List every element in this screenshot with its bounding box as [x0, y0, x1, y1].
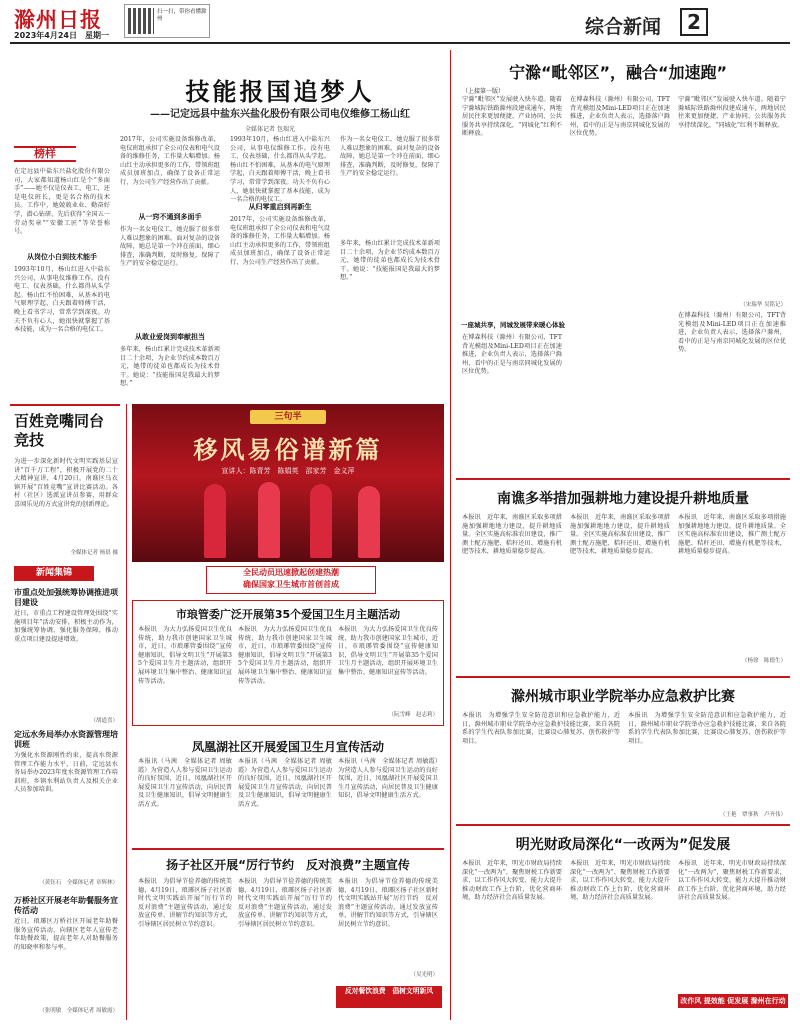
lead-col-3b: 2017年，公司实施设备维修改革，电仪班组承担了全公司仪表和电气设备的维修任务，工作量大幅增加。杨山红主动承担更多的工作，带领班组成员加班加点，确保了设备正常运行，为公司生产经营作出了贡献。 — [230, 216, 330, 266]
right-story2-col3: 本报讯 近年来，南谯区采取多项措施加强耕地地力建设，提升耕地质量。全区实施高标准农田建设，推广测土配方施肥、秸秆还田、增施有机肥等技术，耕地质量稳步提高。 — [678, 514, 786, 556]
photo-caption-big: 移风易俗谱新篇 — [193, 435, 383, 464]
performer-3 — [310, 484, 332, 558]
center-rule — [132, 848, 444, 850]
right-story1-kicker: （上接第一版） — [462, 88, 505, 95]
right-story1-byline: （宋瑞华 吴铭记） — [740, 302, 786, 308]
lead-subhead-3: 从敢业爱岗到奉献担当 — [135, 333, 205, 341]
lead-title: 技能报国追梦人 — [185, 78, 375, 106]
right-story3-text: 本报讯 为增强学生安全防范意识和应急救护能力，近日，滁州城市职业学院举办应急救护技能比赛，来自各院系的学生代表队参加比赛，比赛设心肺复苏、创伤救护等项目。 — [462, 712, 620, 745]
brief1-byline: （胡道喜） — [90, 718, 118, 724]
page-number: 2 — [687, 10, 701, 34]
notice-line-1: 全民动员迅速掀起创建热潮 — [243, 568, 339, 577]
right-story1-text: 宁滁“毗邻区”发展驶入快车道。随着宁滁城际铁路滁州段建成通车，两地居民往来更加便捷，产业协同、公共服务共享持续深化，“同城化”红利不断释放。 — [462, 96, 562, 138]
right-story2-text: 本报讯 近年来，南谯区采取多项措施加强耕地地力建设，提升耕地质量。全区实施高标准农田建设，推广测土配方施肥、秸秆还田、增施有机肥等技术，耕地质量稳步提高。 — [462, 514, 562, 556]
left-story1-byline: 全媒体记者 杨晨 摄 — [70, 550, 118, 556]
brief2-text: 为强化水资源刚性约束，提高水资源管理工作能力水平，日前，定远县水务局举办2023年度水资源管理工作培训班，乡镇水利站负责人及相关企业人员参加培训。 — [14, 752, 118, 794]
bottom-tag-1: 改作风 — [680, 997, 702, 1005]
performer-4 — [358, 486, 380, 558]
right-story3-byline: （王艳 覃事秋 卢齐伟） — [719, 812, 786, 818]
photo-banner-label: 三句半 — [274, 412, 302, 422]
story-c-col2: 本报讯 为倡导节俭养德的传统美德，4月19日，琅琊区扬子社区新时代文明实践站开展“厉行节约 反对浪费”主题宣传活动，通过发放宣传单、讲解节约知识等方式，引导辖区居民树立节约意识。 — [238, 878, 339, 928]
right-story3-title: 滁州城市职业学院举办应急救护比赛 — [511, 689, 735, 705]
lead-col-1: 1993年10月，杨山红进入中盐东兴公司，从事电仪维修工作。没有电工、仪表基础，什么都得从头学起。杨山红不怕困难，从基本的电气原理学起，白天跟着师傅干活，晚上看书学习，常常学到深夜。功夫不负有心人，她很快就掌握了基本技能，成为一名合格的电仪工。 — [14, 266, 110, 334]
lead-subtitle: ——记定远县中盐东兴盐化股份有限公司电仪维修工杨山红 — [150, 109, 410, 120]
column-rule-left — [126, 404, 127, 1020]
lead-subhead-1: 从岗位小白到技术能手 — [27, 253, 97, 261]
story-a-text: 本报讯 为大力弘扬爱国卫生优良传统，助力我市创建国家卫生城市，近日，市琅琊管委围绕“宣传健康知识，倡导文明卫生”开展第35个爱国卫生月主题活动，组织开展环境卫生集中整治、健康知识宣传等活动。 — [138, 626, 232, 685]
page-number-box — [680, 8, 708, 36]
left-story1-title: 百姓竞嘴同台竞技 — [14, 412, 105, 449]
brief3-byline: （张明敏 全媒体记者 周敏霞） — [39, 1008, 118, 1014]
performer-1 — [204, 484, 226, 558]
right-story2-title: 南谯多举措加强耕地力建设提升耕地质量 — [497, 491, 749, 507]
bottom-tag-bar — [678, 994, 788, 1008]
bottom-tag-2: 提效能 — [703, 997, 725, 1005]
brief2-byline: （黄钰石 全媒体记者 章辉林） — [39, 880, 118, 886]
story-b-col2: 本报讯（马茜 全媒体记者 周敏霞）为营造人人参与爱国卫生运动的良好氛围，近日，凤凰湖社区开展爱国卫生月宣传活动，向居民普及卫生健康知识，倡导文明健康生活方式。 — [238, 758, 332, 808]
lead-subhead-4: 从归零重启到再新生 — [248, 203, 312, 211]
lead-col-3a: 1993年10月，杨山红进入中盐东兴公司，从事电仪维修工作。没有电工、仪表基础，什么都得从头学起。杨山红不怕困难，从基本的电气原理学起，白天跟着师傅干活，晚上看书学习，常常学到深夜。功夫不负有心人，她很快就掌握了基本技能，成为一名合格的电仪工。 — [230, 136, 330, 204]
story-a-byline: （阮雪峰 赵志莉） — [388, 712, 438, 718]
brief1-text: 近日，市重点工程建设管理处围绕“实施项目年”活动安排，积极主动作为，加强统筹协调，强化服务保障，推动重点项目建设提速增效。 — [14, 610, 118, 643]
left-story1-text: 为进一步深化新时代文明实践基层宣讲“百千万工程”，积极开展党的二十大精神宣讲，4月20日，南谯区乌衣镇开展“百姓竞嘴”宣讲比赛活动。各村（社区）选派宣讲员参赛，用群众喜闻乐见的方式宣讲党的创新理论。 — [14, 458, 118, 508]
right-rule-3 — [456, 824, 790, 826]
right-rule-2 — [456, 676, 790, 678]
ad-text: 扫一扫，带你看懂滁州 — [157, 9, 207, 22]
story-c-byline: （吴光明） — [410, 972, 438, 978]
lead-col-2c: 多年来，杨山红累计完成技术革新项目二十余项，为企业节约成本数百万元，她带的徒弟也都成长为技术骨干。她说：“技能报国是我最大的梦想。” — [120, 346, 220, 388]
left-rule-1 — [10, 404, 120, 406]
right-story4-text: 本报讯 近年来，明光市财政局持续深化“一改两为”，聚焦财税工作新要求，以工作作风大转变、能力大提升推动财政工作上台阶，优化营商环境，助力经济社会高质量发展。 — [462, 860, 562, 902]
right-story1-col3b: 在博森科技（滁州）有限公司，TFT背光模组及Mini-LED项目正在加速推进，企业负责人表示，选择落户滁州，看中的正是与南京同城化发展的区位优势。 — [678, 312, 786, 354]
brief3-text: 近日，琅琊区万桥社区开展老年助餐服务宣传活动，向辖区老年人宣传老年助餐政策，提高老年人对助餐服务的知晓率和参与率。 — [14, 918, 118, 951]
slogan-bar — [336, 986, 442, 1008]
lead-subhead-2: 从一窍不通到多面手 — [138, 213, 202, 221]
right-story4-col2: 本报讯 近年来，明光市财政局持续深化“一改两为”，聚焦财税工作新要求，以工作作风大转变、能力大提升推动财政工作上台阶，优化营商环境，助力经济社会高质量发展。 — [570, 860, 670, 902]
brief1-title: 市重点处加强统筹协调推进项目建设 — [14, 588, 118, 607]
lead-col-2a: 2017年，公司实施设备维修改革，电仪班组承担了全公司仪表和电气设备的维修任务，工作量大幅增加。杨山红主动承担更多的工作，带领班组成员加班加点，确保了设备正常运行，为公司生产经营作出了贡献。 — [120, 136, 220, 186]
story-c-title: 扬子社区开展“厉行节约 反对浪费”主题宣传 — [166, 858, 410, 872]
qr-code-icon — [128, 8, 154, 34]
right-story1-subhead: 一座城共享，同城发展带来暖心体验 — [461, 321, 565, 329]
date-line: 2023年4月24日 星期一 — [14, 31, 109, 40]
qr-ad — [124, 4, 210, 38]
story-c-col3: 本报讯 为倡导节俭养德的传统美德，4月19日，琅琊区扬子社区新时代文明实践站开展“厉行节约 反对浪费”主题宣传活动，通过发放宣传单、讲解节约知识等方式，引导辖区居民树立节约意识。 — [338, 878, 438, 928]
brief3-title: 万桥社区开展老年助餐服务宣传活动 — [14, 896, 118, 915]
section-badge-label: 榜样 — [34, 147, 56, 160]
performer-2 — [258, 482, 280, 558]
story-b-text: 本报讯（马茜 全媒体记者 周敏霞）为营造人人参与爱国卫生运动的良好氛围，近日，凤凰湖社区开展爱国卫生月宣传活动，向居民普及卫生健康知识，倡导文明健康生活方式。 — [138, 758, 232, 808]
news-tag-label: 新闻集锦 — [35, 568, 72, 578]
lead-col-4b: 多年来，杨山红累计完成技术革新项目二十余项，为企业节约成本数百万元，她带的徒弟也都成长为技术骨干。她说：“技能报国是我最大的梦想。” — [340, 240, 440, 282]
masthead-rule — [10, 42, 790, 44]
slogan-text: 反对餐饮浪费 倡树文明新风 — [344, 987, 434, 995]
edition-label: 综合新闻 — [585, 16, 662, 38]
story-a-col2: 本报讯 为大力弘扬爱国卫生优良传统，助力我市创建国家卫生城市，近日，市琅琊管委围绕“宣传健康知识，倡导文明卫生”开展第35个爱国卫生月主题活动，组织开展环境卫生集中整治、健康知识宣传等活动。 — [238, 626, 332, 685]
story-a-title: 市琅管委广泛开展第35个爱国卫生月主题活动 — [175, 608, 401, 621]
lead-col-2b: 作为一名女电仪工，她克服了很多常人难以想象的困难。面对复杂的设备故障，她总是第一个冲在前面，细心排查，准确判断，及时修复，保障了生产的安全稳定运行。 — [120, 226, 220, 268]
masthead — [0, 0, 800, 44]
section-badge — [14, 146, 76, 162]
story-b-col3: 本报讯（马茜 全媒体记者 周敏霞）为营造人人参与爱国卫生运动的良好氛围，近日，凤凰湖社区开展爱国卫生月宣传活动，向居民普及卫生健康知识，倡导文明健康生活方式。 — [338, 758, 438, 800]
paper-name: 滁州日报 — [14, 7, 102, 32]
right-story4-title: 明光财政局深化“一改两为”促发展 — [515, 837, 731, 853]
right-story4-col3: 本报讯 近年来，明光市财政局持续深化“一改两为”，聚焦财税工作新要求，以工作作风大转变、能力大提升推动财政工作上台阶，优化营商环境，助力经济社会高质量发展。 — [678, 860, 786, 902]
notice-line-2: 确保国家卫生城市首创首成 — [243, 580, 339, 589]
notice-box — [206, 566, 376, 594]
brief2-title: 定远水务局举办水资源管理培训班 — [14, 730, 118, 749]
photo-banner — [250, 410, 326, 424]
right-story1-title: 宁滁“毗邻区”，融合“加速跑” — [508, 63, 728, 82]
bottom-tag-3: 促发展 — [727, 997, 749, 1005]
stage-photo — [132, 404, 444, 562]
right-story1-text-b: 在博森科技（滁州）有限公司，TFT背光模组及Mini-LED项目正在加速推进，企业负责人表示，选择落户滁州，看中的正是与南京同城化发展的区位优势。 — [462, 334, 562, 376]
photo-subtitle: 宣讲人：陈青芳 陈娟英 邵家芳 金义萍 — [221, 467, 355, 475]
right-rule-1 — [456, 478, 790, 480]
story-b-title: 凤凰湖社区开展爱国卫生月宣传活动 — [191, 740, 384, 754]
right-story3-col2: 本报讯 为增强学生安全防范意识和应急救护能力，近日，滁州城市职业学院举办应急救护技能比赛，来自各院系的学生代表队参加比赛，比赛设心肺复苏、创伤救护等项目。 — [628, 712, 786, 745]
bottom-tag-4: 滁州在行动 — [750, 997, 786, 1005]
column-rule-main — [450, 50, 451, 1020]
right-story2-col2: 本报讯 近年来，南谯区采取多项措施加强耕地地力建设，提升耕地质量。全区实施高标准农田建设，推广测土配方施肥、秸秆还田、增施有机肥等技术，耕地质量稳步提高。 — [570, 514, 670, 556]
lead-intro: 在定远县中盐东兴盐化股份有限公司，大家都知道杨山红是个“多面手”——她不仅是仪表工、电工，还是电仪班长，更是名合格的技术员。工作中，她兢兢业业、勤奋好学、潜心钻研，先后获得“全国五一劳动奖章”“安徽工匠”等荣誉称号。 — [14, 168, 110, 236]
right-story1-col3: 宁滁“毗邻区”发展驶入快车道。随着宁滁城际铁路滁州段建成通车，两地居民往来更加便捷，产业协同、公共服务共享持续深化，“同城化”红利不断释放。 — [678, 96, 786, 129]
lead-col-4a: 作为一名女电仪工，她克服了很多常人难以想象的困难。面对复杂的设备故障，她总是第一个冲在前面，细心排查，准确判断，及时修复，保障了生产的安全稳定运行。 — [340, 136, 440, 178]
story-a-col3: 本报讯 为大力弘扬爱国卫生优良传统，助力我市创建国家卫生城市，近日，市琅琊管委围绕“宣传健康知识，倡导文明卫生”开展第35个爱国卫生月主题活动，组织开展环境卫生集中整治、健康知识宣传等活动。 — [338, 626, 438, 676]
news-tag — [14, 566, 94, 581]
lead-byline: 全媒体记者 包瑞光 — [245, 126, 295, 133]
right-story1-col2: 在博森科技（滁州）有限公司，TFT背光模组及Mini-LED项目正在加速推进，企业负责人表示，选择落户滁州，看中的正是与南京同城化发展的区位优势。 — [570, 96, 670, 138]
right-story2-byline: （杨徐 陈德生） — [741, 658, 786, 664]
story-c-text: 本报讯 为倡导节俭养德的传统美德，4月19日，琅琊区扬子社区新时代文明实践站开展“厉行节约 反对浪费”主题宣传活动，通过发放宣传单、讲解节约知识等方式，引导辖区居民树立节约意识。 — [138, 878, 239, 928]
